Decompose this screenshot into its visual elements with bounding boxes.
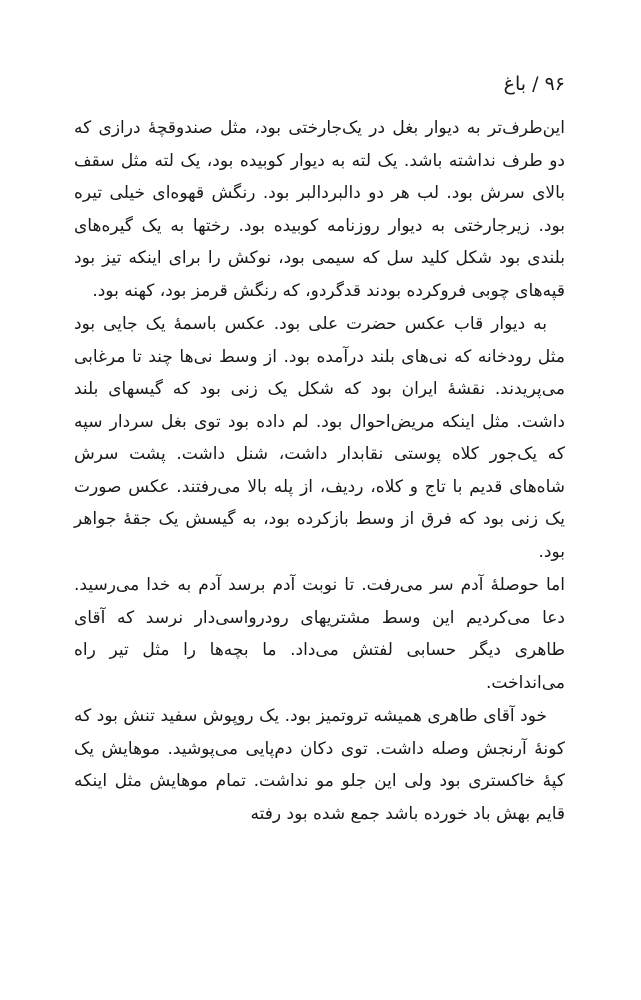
body-text (74, 112, 565, 830)
paragraph-2: به دیوار قاب عکس حضرت علی بود. عکس باسمهٔ یک جایی بود مثل رودخانه که نی‌های بلند درآمده بود. از وسط نی‌ها چند تا مرغابی می‌پریدند. نقشهٔ ایران بود که شکل یک زنی بود که گیسهای بلند داشت. مثل اینکه مریض‌احوال بود. لم داده بود توی بغل سردار سپه که یک‌جور کلاه پوستی نقابدار داشت، شنل داشت. پشت سرش شاه‌های قدیم با تاج و کلاه، ردیف، از پله بالا می‌رفتند. عکس صورت یک زنی بود که فرق از وسط بازکرده بود، به گیسش یک جقهٔ جواهر بود. (74, 314, 565, 562)
header-separator: / (532, 73, 539, 95)
paragraph-4: خود آقای طاهری همیشه تروتمیز بود. یک روپوش سفید تنش بود که کونهٔ آرنجش وصله داشت. توی دکان دم‌پایی می‌پوشید. موهایش یک کپهٔ خاکستری بود ولی این جلو مو نداشت. تمام موهایش مثل اینکه قایم بهش باد خورده باشد جمع شده بود رفته (74, 706, 565, 824)
running-head (504, 72, 565, 96)
paragraph-3: اما حوصلهٔ آدم سر می‌رفت. تا نوبت آدم برسد آدم به خدا می‌رسید. دعا می‌کردیم این وسط مشتریهای رودرواسی‌دار نرسد که آقای طاهری دیگر حسابی لفتش می‌داد. ما بچه‌ها را مثل تیر راه می‌انداخت. (74, 575, 565, 693)
book-title: باغ (503, 73, 527, 95)
page-number: ۹۶ (544, 73, 565, 95)
paragraph-1: این‌طرف‌تر به دیوار بغل در یک‌جارختی بود، مثل صندوقچهٔ درازی که دو طرف نداشته باشد. یک لته به دیوار کوبیده بود، یک لته مثل سقف بالای سرش بود. لب هر دو دالبردالبر بود. رنگش قهوه‌ای خیلی تیره بود. زیرجارختی به دیوار روزنامه کوبیده بود. رختها به یک گیره‌های بلندی بود شکل کلید سل که سیمی بود، نوکش را برای اینکه تیز بود قپه‌های چوبی فروکرده بودند قدگردو، که رنگش قرمز بود، کهنه بود. (74, 118, 565, 301)
